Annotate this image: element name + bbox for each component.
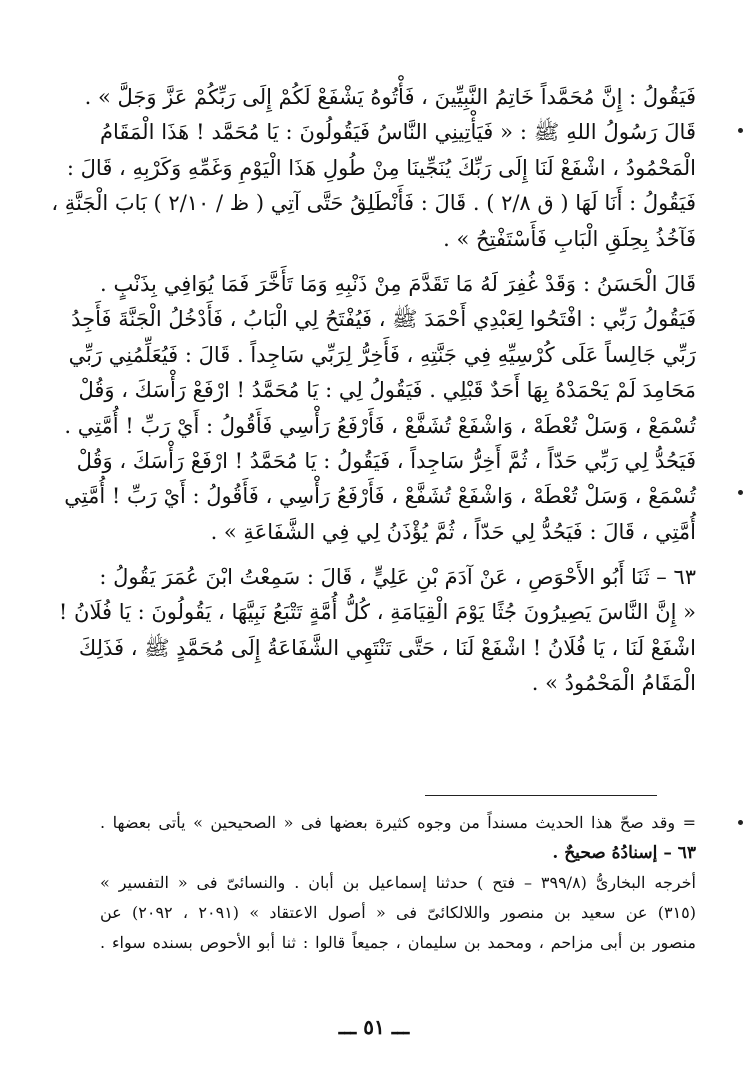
text-line: الْمَحْمُودُ ، اشْفَعْ لَنَا إِلَى رَبِّكَ يُنَجِّينَا مِنْ طُولِ هَذَا الْيَوْمِ وَغَمِّهِ وَكَرْبِهِ ، قَالَ : <box>66 155 696 180</box>
footnote-line: أخرجه البخارىُّ (٣٩٩/٨ – فتح ) حدثنا إسماعيل بن أبان . والنسائىّ فى « التفسير » <box>100 873 696 892</box>
text-line: فَيَقُولُ رَبِّي : افْتَحُوا لِعَبْدِي أَحْمَدَ ﷺ ، فَيُفْتَحُ لِي الْبَابُ ، فَأَدْخُلُ الْجَنَّةَ فَأَجِدُ <box>71 307 696 332</box>
scan-dot <box>738 820 743 825</box>
text-line: « إِنَّ النَّاسَ يَصِيرُونَ جُثًا يَوْمَ الْقِيَامَةِ ، كُلُّ أُمَّةٍ تَتْبَعُ نَبِيَّهَا ، يَقُولُونَ : يَا فُلَانُ ! <box>58 600 696 625</box>
text-line: تُسْمَعْ ، وَسَلْ تُعْطَهْ ، وَاشْفَعْ تُشَفَّعْ ، فَأَرْفَعُ رَأْسِي فَأَقُولُ : أَيْ رَبِّ ! أُمَّتِي . <box>64 413 696 438</box>
scan-dot <box>738 490 743 495</box>
text-line: رَبِّي جَالِساً عَلَى كُرْسِيِّهِ فِي جَنَّتِهِ ، فَأَخِرُّ لِرَبِّي سَاجِداً . قَالَ : فَيُعَلِّمُنِي رَبِّي <box>68 342 696 367</box>
text-line: فَآخُذُ بِحِلَقِ الْبَابِ فَأَسْتَفْتِحُ » . <box>443 226 696 251</box>
text-line: فَيَحُدُّ لِي رَبِّي حَدّاً ، ثُمَّ أَخِرُّ سَاجِداً ، فَيَقُولُ : يَا مُحَمَّدُ ! ارْفَعْ رَأْسَكَ ، وَقُلْ <box>76 448 696 473</box>
page-number: ـــ ٥١ ـــ <box>338 1015 410 1039</box>
text-line: فَيَقُولُ : إِنَّ مُحَمَّداً خَاتِمُ النَّبِيِّينَ ، فَأْتُوهُ يَشْفَعْ لَكُمْ إِلَى رَبِّكُمْ عَزَّ وَجَلَّ » . <box>84 85 696 109</box>
text-line: قَالَ الْحَسَنُ : وَقَدْ غُفِرَ لَهُ مَا تَقَدَّمَ مِنْ ذَنْبِهِ وَمَا تَأَخَّرَ فَمَا يُوَافِي بِذَنْبٍ . <box>100 271 696 296</box>
footnote-divider <box>425 795 657 796</box>
hadith-63-line: ٦٣ – ثَنَا أَبُو الأَحْوَصِ ، عَنْ آدَمَ بْنِ عَلِيٍّ ، قَالَ : سَمِعْتُ ابْنَ عُمَرَ يَقُولُ : <box>99 565 696 590</box>
text-line: تُسْمَعْ ، وَسَلْ تُعْطَهْ ، وَاشْفَعْ تُشَفَّعْ ، فَأَرْفَعُ رَأْسِي ، فَأَقُولُ : أَيْ رَبِّ ! أُمَّتِي <box>64 484 696 509</box>
text-line: مَحَامِدَ لَمْ يَحْمَدْهُ بِهَا أَحَدٌ قَبْلِي . فَيَقُولُ لِي : يَا مُحَمَّدُ ! ارْفَعْ رَأْسَكَ ، وَقُلْ <box>78 378 696 403</box>
footnote-line: (٣١٥) عن سعيد بن منصور واللالكائىّ فى « أصول الاعتقاد » (٢٠٩١ ، ٢٠٩٢) عن <box>100 903 696 922</box>
footnote-heading: ٦٣ – إسنادُهُ صحيحٌ . <box>552 843 696 863</box>
text-line: اشْفَعْ لَنَا ، يَا فُلَانُ ! اشْفَعْ لَنَا ، حَتَّى تَنْتَهِي الشَّفَاعَةُ إِلَى مُحَمَّدٍ ﷺ ، فَذَلِكَ <box>78 635 696 660</box>
scan-dot <box>738 128 743 133</box>
main-text <box>51 80 696 702</box>
text-line: أُمَّتِي ، قَالَ : فَيَحُدُّ لِي حَدّاً ، ثُمَّ يُؤْذَنُ لِي فِي الشَّفَاعَةِ » . <box>210 519 696 544</box>
footnotes <box>100 808 696 958</box>
footnote-line: منصور بن أبى مزاحم ، ومحمد بن سليمان ، جميعاً قالوا : ثنا أبو الأحوص بسنده سواء . <box>100 933 696 952</box>
text-line: فَيَقُولُ : أَنَا لَهَا ( ق ٢/٨ ) . قَالَ : فَأَنْطَلِقُ حَتَّى آتِي ( ظ / ٢/١٠ ) بَابَ الْجَنَّةِ ، <box>51 191 696 216</box>
footnote-line: = وقد صحّ هذا الحديث مسنداً من وجوه كثيرة بعضها فى « الصحيحين » يأتى بعضها . <box>100 813 696 832</box>
text-line: الْمَقَامُ الْمَحْمُودُ » . <box>531 671 696 696</box>
text-line: قَالَ رَسُولُ اللهِ ﷺ : « فَيَأْتِينِي النَّاسُ فَيَقُولُونَ : يَا مُحَمَّد ! هَذَا الْمَقَامُ <box>100 120 696 145</box>
